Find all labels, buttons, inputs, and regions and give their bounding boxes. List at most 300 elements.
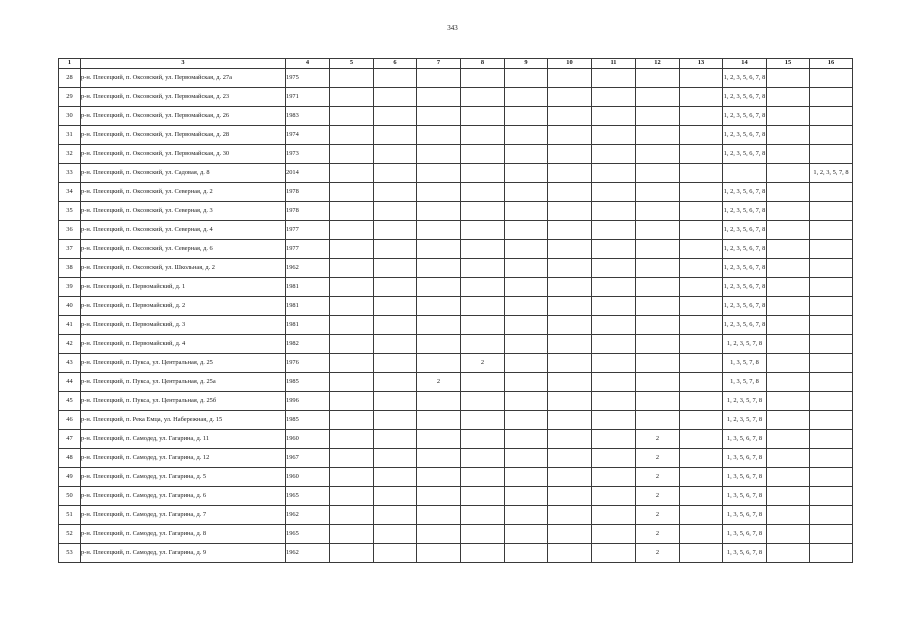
cell-5	[330, 164, 374, 183]
cell-15	[767, 544, 810, 563]
cell-15	[767, 259, 810, 278]
cell-15	[767, 335, 810, 354]
cell-11	[592, 430, 636, 449]
cell-12	[636, 259, 680, 278]
cell-11	[592, 240, 636, 259]
address-cell: р-н. Плесецкий, п. Самодед, ул. Гагарина, д. 7	[81, 506, 286, 525]
cell-15	[767, 164, 810, 183]
cell-6	[374, 145, 417, 164]
cell-8	[461, 88, 505, 107]
year-cell: 1965	[286, 487, 330, 506]
cell-12	[636, 373, 680, 392]
cell-5	[330, 126, 374, 145]
cell-8	[461, 145, 505, 164]
address-cell: р-н. Плесецкий, п. Оксовский, ул. Северная, д. 3	[81, 202, 286, 221]
cell-14: 1, 2, 3, 5, 7, 8	[723, 411, 767, 430]
address-cell: р-н. Плесецкий, п. Первомайский, д. 2	[81, 297, 286, 316]
cell-5	[330, 297, 374, 316]
cell-9	[505, 107, 548, 126]
cell-8	[461, 202, 505, 221]
year-cell: 1962	[286, 259, 330, 278]
cell-6	[374, 259, 417, 278]
cell-8	[461, 411, 505, 430]
cell-8	[461, 164, 505, 183]
cell-5	[330, 430, 374, 449]
table-row	[59, 107, 853, 126]
cell-10	[548, 392, 592, 411]
cell-9	[505, 221, 548, 240]
column-header: 9	[505, 59, 548, 69]
cell-12	[636, 126, 680, 145]
row-number: 41	[59, 316, 81, 335]
cell-5	[330, 240, 374, 259]
cell-12: 2	[636, 430, 680, 449]
cell-11	[592, 354, 636, 373]
cell-15	[767, 411, 810, 430]
header-row	[59, 59, 853, 69]
cell-14: 1, 3, 5, 6, 7, 8	[723, 506, 767, 525]
cell-11	[592, 126, 636, 145]
cell-13	[680, 411, 723, 430]
cell-16	[810, 354, 853, 373]
cell-10	[548, 335, 592, 354]
row-number: 28	[59, 69, 81, 88]
table-row	[59, 69, 853, 88]
cell-11	[592, 202, 636, 221]
cell-14: 1, 3, 5, 6, 7, 8	[723, 430, 767, 449]
cell-5	[330, 145, 374, 164]
row-number: 29	[59, 88, 81, 107]
row-number: 33	[59, 164, 81, 183]
cell-9	[505, 354, 548, 373]
cell-8	[461, 373, 505, 392]
cell-8	[461, 544, 505, 563]
cell-13	[680, 164, 723, 183]
year-cell: 1985	[286, 411, 330, 430]
cell-7: 2	[417, 373, 461, 392]
cell-13	[680, 69, 723, 88]
cell-15	[767, 240, 810, 259]
cell-16	[810, 240, 853, 259]
cell-7	[417, 221, 461, 240]
cell-6	[374, 126, 417, 145]
cell-10	[548, 449, 592, 468]
cell-9	[505, 506, 548, 525]
cell-7	[417, 126, 461, 145]
cell-13	[680, 487, 723, 506]
cell-5	[330, 278, 374, 297]
cell-10	[548, 544, 592, 563]
cell-9	[505, 411, 548, 430]
row-number: 37	[59, 240, 81, 259]
address-cell: р-н. Плесецкий, п. Оксовский, ул. Первомайская, д. 27а	[81, 69, 286, 88]
row-number: 36	[59, 221, 81, 240]
cell-8	[461, 221, 505, 240]
cell-16	[810, 69, 853, 88]
cell-9	[505, 430, 548, 449]
cell-11	[592, 335, 636, 354]
cell-8	[461, 392, 505, 411]
address-cell: р-н. Плесецкий, п. Оксовский, ул. Северная, д. 4	[81, 221, 286, 240]
row-number: 31	[59, 126, 81, 145]
cell-11	[592, 88, 636, 107]
table-row	[59, 335, 853, 354]
cell-9	[505, 278, 548, 297]
table-row	[59, 221, 853, 240]
cell-5	[330, 221, 374, 240]
cell-9	[505, 525, 548, 544]
cell-6	[374, 107, 417, 126]
cell-8	[461, 449, 505, 468]
address-cell: р-н. Плесецкий, п. Оксовский, ул. Первомайская, д. 28	[81, 126, 286, 145]
table-row	[59, 278, 853, 297]
cell-9	[505, 164, 548, 183]
cell-6	[374, 411, 417, 430]
cell-6	[374, 221, 417, 240]
cell-11	[592, 107, 636, 126]
cell-16	[810, 430, 853, 449]
cell-16	[810, 183, 853, 202]
cell-7	[417, 69, 461, 88]
cell-7	[417, 335, 461, 354]
cell-12	[636, 69, 680, 88]
cell-12	[636, 107, 680, 126]
cell-9	[505, 88, 548, 107]
cell-14: 1, 2, 3, 5, 6, 7, 8	[723, 145, 767, 164]
cell-16	[810, 278, 853, 297]
cell-6	[374, 544, 417, 563]
cell-6	[374, 297, 417, 316]
cell-12	[636, 335, 680, 354]
cell-5	[330, 506, 374, 525]
cell-10	[548, 202, 592, 221]
column-header: 15	[767, 59, 810, 69]
cell-14: 1, 2, 3, 5, 7, 8	[723, 392, 767, 411]
cell-15	[767, 278, 810, 297]
address-cell: р-н. Плесецкий, п. Оксовский, ул. Северная, д. 6	[81, 240, 286, 259]
cell-16	[810, 259, 853, 278]
table-row	[59, 88, 853, 107]
cell-5	[330, 335, 374, 354]
row-number: 45	[59, 392, 81, 411]
cell-13	[680, 392, 723, 411]
cell-16	[810, 487, 853, 506]
address-cell: р-н. Плесецкий, п. Первомайский, д. 3	[81, 316, 286, 335]
cell-14: 1, 3, 5, 6, 7, 8	[723, 468, 767, 487]
row-number: 48	[59, 449, 81, 468]
table-row	[59, 430, 853, 449]
table-row	[59, 297, 853, 316]
table-row	[59, 487, 853, 506]
cell-16	[810, 145, 853, 164]
address-cell: р-н. Плесецкий, п. Оксовский, ул. Первомайская, д. 23	[81, 88, 286, 107]
table-row	[59, 449, 853, 468]
register-table	[58, 58, 853, 563]
cell-10	[548, 145, 592, 164]
year-cell: 1977	[286, 221, 330, 240]
cell-9	[505, 297, 548, 316]
cell-9	[505, 392, 548, 411]
cell-6	[374, 430, 417, 449]
cell-14: 1, 2, 3, 5, 6, 7, 8	[723, 69, 767, 88]
row-number: 32	[59, 145, 81, 164]
year-cell: 1982	[286, 335, 330, 354]
year-cell: 1971	[286, 88, 330, 107]
cell-7	[417, 297, 461, 316]
cell-7	[417, 278, 461, 297]
cell-13	[680, 107, 723, 126]
cell-8	[461, 107, 505, 126]
address-cell: р-н. Плесецкий, п. Самодед, ул. Гагарина, д. 12	[81, 449, 286, 468]
cell-9	[505, 69, 548, 88]
cell-16	[810, 449, 853, 468]
cell-16	[810, 544, 853, 563]
cell-10	[548, 164, 592, 183]
cell-10	[548, 88, 592, 107]
cell-7	[417, 354, 461, 373]
column-header: 7	[417, 59, 461, 69]
cell-12: 2	[636, 506, 680, 525]
cell-8	[461, 278, 505, 297]
year-cell: 1967	[286, 449, 330, 468]
cell-8	[461, 525, 505, 544]
year-cell: 2014	[286, 164, 330, 183]
cell-13	[680, 221, 723, 240]
cell-7	[417, 449, 461, 468]
cell-10	[548, 354, 592, 373]
cell-16	[810, 126, 853, 145]
address-cell: р-н. Плесецкий, п. Самодед, ул. Гагарина, д. 11	[81, 430, 286, 449]
cell-13	[680, 468, 723, 487]
cell-5	[330, 183, 374, 202]
row-number: 44	[59, 373, 81, 392]
cell-11	[592, 449, 636, 468]
table-body	[59, 69, 853, 563]
column-header: 14	[723, 59, 767, 69]
cell-6	[374, 69, 417, 88]
cell-15	[767, 107, 810, 126]
cell-6	[374, 506, 417, 525]
cell-16	[810, 411, 853, 430]
cell-15	[767, 126, 810, 145]
cell-7	[417, 392, 461, 411]
cell-8	[461, 240, 505, 259]
cell-6	[374, 164, 417, 183]
cell-7	[417, 259, 461, 278]
cell-7	[417, 164, 461, 183]
cell-5	[330, 316, 374, 335]
cell-12	[636, 316, 680, 335]
cell-15	[767, 354, 810, 373]
cell-13	[680, 145, 723, 164]
cell-11	[592, 259, 636, 278]
cell-6	[374, 316, 417, 335]
cell-11	[592, 69, 636, 88]
table-row	[59, 411, 853, 430]
cell-10	[548, 525, 592, 544]
cell-14: 1, 2, 3, 5, 6, 7, 8	[723, 107, 767, 126]
column-header: 1	[59, 59, 81, 69]
cell-13	[680, 126, 723, 145]
row-number: 35	[59, 202, 81, 221]
cell-11	[592, 544, 636, 563]
table-row	[59, 202, 853, 221]
column-header: 10	[548, 59, 592, 69]
table-row	[59, 240, 853, 259]
column-header: 12	[636, 59, 680, 69]
cell-12	[636, 240, 680, 259]
table-row	[59, 145, 853, 164]
cell-9	[505, 487, 548, 506]
cell-8	[461, 335, 505, 354]
cell-7	[417, 316, 461, 335]
cell-11	[592, 221, 636, 240]
table-row	[59, 468, 853, 487]
cell-5	[330, 487, 374, 506]
cell-9	[505, 373, 548, 392]
year-cell: 1960	[286, 468, 330, 487]
cell-5	[330, 69, 374, 88]
cell-5	[330, 468, 374, 487]
cell-5	[330, 411, 374, 430]
cell-15	[767, 487, 810, 506]
cell-7	[417, 430, 461, 449]
row-number: 50	[59, 487, 81, 506]
cell-12	[636, 392, 680, 411]
cell-7	[417, 240, 461, 259]
cell-14: 1, 3, 5, 7, 8	[723, 354, 767, 373]
cell-7	[417, 544, 461, 563]
cell-11	[592, 468, 636, 487]
table-row	[59, 183, 853, 202]
cell-13	[680, 183, 723, 202]
cell-6	[374, 335, 417, 354]
cell-11	[592, 278, 636, 297]
table-row	[59, 506, 853, 525]
cell-15	[767, 202, 810, 221]
cell-13	[680, 335, 723, 354]
cell-10	[548, 240, 592, 259]
cell-7	[417, 183, 461, 202]
cell-15	[767, 316, 810, 335]
cell-15	[767, 468, 810, 487]
cell-12	[636, 202, 680, 221]
cell-12	[636, 411, 680, 430]
cell-6	[374, 278, 417, 297]
row-number: 30	[59, 107, 81, 126]
cell-9	[505, 316, 548, 335]
cell-16	[810, 392, 853, 411]
cell-13	[680, 240, 723, 259]
address-cell: р-н. Плесецкий, п. Первомайский, д. 1	[81, 278, 286, 297]
cell-10	[548, 183, 592, 202]
cell-12	[636, 354, 680, 373]
cell-14	[723, 164, 767, 183]
cell-15	[767, 392, 810, 411]
cell-9	[505, 468, 548, 487]
cell-10	[548, 430, 592, 449]
cell-5	[330, 88, 374, 107]
cell-10	[548, 487, 592, 506]
cell-9	[505, 449, 548, 468]
cell-11	[592, 183, 636, 202]
cell-6	[374, 487, 417, 506]
cell-8	[461, 259, 505, 278]
year-cell: 1978	[286, 202, 330, 221]
cell-9	[505, 183, 548, 202]
cell-11	[592, 506, 636, 525]
cell-7	[417, 468, 461, 487]
cell-12	[636, 88, 680, 107]
table-row	[59, 354, 853, 373]
cell-13	[680, 316, 723, 335]
cell-11	[592, 392, 636, 411]
cell-5	[330, 259, 374, 278]
cell-13	[680, 259, 723, 278]
table-row	[59, 164, 853, 183]
year-cell: 1976	[286, 354, 330, 373]
cell-5	[330, 449, 374, 468]
cell-16	[810, 107, 853, 126]
cell-12: 2	[636, 544, 680, 563]
cell-6	[374, 88, 417, 107]
column-header: 8	[461, 59, 505, 69]
cell-6	[374, 449, 417, 468]
cell-12	[636, 183, 680, 202]
cell-12	[636, 221, 680, 240]
year-cell: 1974	[286, 126, 330, 145]
cell-14: 1, 2, 3, 5, 6, 7, 8	[723, 202, 767, 221]
cell-10	[548, 506, 592, 525]
cell-14: 1, 3, 5, 6, 7, 8	[723, 449, 767, 468]
year-cell: 1962	[286, 544, 330, 563]
cell-14: 1, 3, 5, 6, 7, 8	[723, 544, 767, 563]
table-row	[59, 316, 853, 335]
cell-8: 2	[461, 354, 505, 373]
cell-12: 2	[636, 525, 680, 544]
cell-8	[461, 297, 505, 316]
cell-7	[417, 202, 461, 221]
cell-15	[767, 69, 810, 88]
cell-9	[505, 335, 548, 354]
cell-13	[680, 88, 723, 107]
cell-11	[592, 373, 636, 392]
row-number: 47	[59, 430, 81, 449]
year-cell: 1960	[286, 430, 330, 449]
table-row	[59, 259, 853, 278]
column-header: 11	[592, 59, 636, 69]
address-cell: р-н. Плесецкий, п. Пукса, ул. Центральная, д. 25б	[81, 392, 286, 411]
row-number: 52	[59, 525, 81, 544]
address-cell: р-н. Плесецкий, п. Самодед, ул. Гагарина, д. 5	[81, 468, 286, 487]
cell-14: 1, 2, 3, 5, 6, 7, 8	[723, 297, 767, 316]
column-header: 5	[330, 59, 374, 69]
cell-10	[548, 126, 592, 145]
year-cell: 1983	[286, 107, 330, 126]
cell-8	[461, 126, 505, 145]
cell-7	[417, 487, 461, 506]
year-cell: 1965	[286, 525, 330, 544]
cell-10	[548, 221, 592, 240]
cell-6	[374, 354, 417, 373]
cell-5	[330, 544, 374, 563]
cell-10	[548, 373, 592, 392]
row-number: 40	[59, 297, 81, 316]
row-number: 49	[59, 468, 81, 487]
row-number: 51	[59, 506, 81, 525]
cell-16: 1, 2, 3, 5, 7, 8	[810, 164, 853, 183]
column-header: 6	[374, 59, 417, 69]
